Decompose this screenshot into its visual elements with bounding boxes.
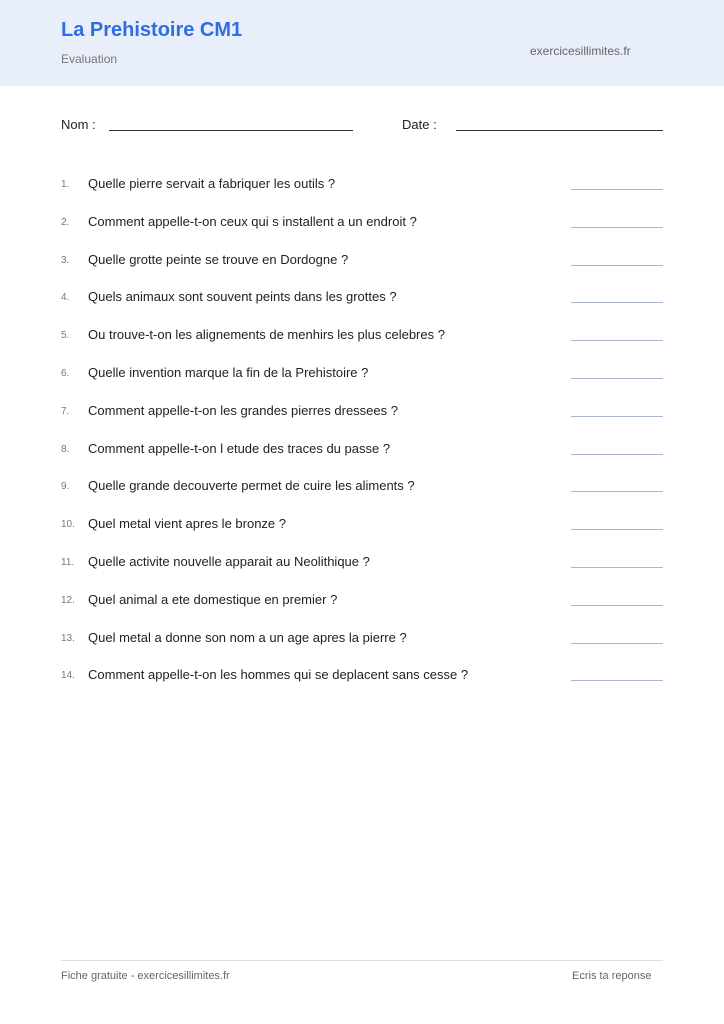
page-title: La Prehistoire CM1 — [61, 19, 243, 41]
answer-line[interactable] — [571, 680, 663, 681]
question-number: 1. — [61, 179, 70, 190]
answer-line[interactable] — [571, 491, 663, 492]
name-label: Nom : — [61, 117, 96, 132]
page-header — [0, 0, 724, 86]
question-item — [0, 478, 724, 498]
question-number: 14. — [61, 670, 75, 681]
question-item — [0, 554, 724, 574]
answer-line[interactable] — [571, 227, 663, 228]
date-label: Date : — [402, 117, 437, 132]
answer-line[interactable] — [571, 605, 663, 606]
question-text: Quel metal vient apres le bronze ? — [88, 516, 286, 531]
question-item — [0, 365, 724, 385]
question-text: Quelle pierre servait a fabriquer les outils ? — [88, 176, 336, 191]
question-number: 4. — [61, 292, 70, 303]
question-number: 6. — [61, 368, 70, 379]
question-number: 13. — [61, 633, 75, 644]
answer-line[interactable] — [571, 378, 663, 379]
question-item — [0, 441, 724, 461]
question-item — [0, 516, 724, 536]
question-item — [0, 176, 724, 196]
answer-line[interactable] — [571, 416, 663, 417]
question-number: 8. — [61, 444, 70, 455]
question-item — [0, 630, 724, 650]
question-text: Quels animaux sont souvent peints dans les grottes ? — [88, 289, 397, 304]
question-item — [0, 667, 724, 687]
question-text: Comment appelle-t-on les hommes qui se deplacent sans cesse ? — [88, 667, 469, 682]
question-item — [0, 252, 724, 272]
question-number: 7. — [61, 406, 70, 417]
answer-line[interactable] — [571, 265, 663, 266]
answer-line[interactable] — [571, 643, 663, 644]
question-text: Quel animal a ete domestique en premier ? — [88, 592, 338, 607]
answer-line[interactable] — [571, 567, 663, 568]
question-number: 12. — [61, 595, 75, 606]
question-text: Comment appelle-t-on l etude des traces du passe ? — [88, 441, 391, 456]
answer-line[interactable] — [571, 302, 663, 303]
answer-line[interactable] — [571, 340, 663, 341]
site-name: exercicesillimites.fr — [530, 44, 631, 58]
question-text: Quelle activite nouvelle apparait au Neolithique ? — [88, 554, 370, 569]
name-field-line[interactable] — [109, 130, 353, 131]
question-number: 10. — [61, 519, 75, 530]
question-text: Quelle invention marque la fin de la Prehistoire ? — [88, 365, 369, 380]
answer-line[interactable] — [571, 454, 663, 455]
question-number: 11. — [61, 557, 75, 568]
question-item — [0, 289, 724, 309]
question-item — [0, 214, 724, 234]
question-text: Comment appelle-t-on ceux qui s installent a un endroit ? — [88, 214, 417, 229]
question-text: Quelle grotte peinte se trouve en Dordogne ? — [88, 252, 349, 267]
answer-line[interactable] — [571, 189, 663, 190]
answer-line[interactable] — [571, 529, 663, 530]
question-item — [0, 327, 724, 347]
page-subtitle: Evaluation — [61, 52, 118, 66]
question-number: 3. — [61, 255, 70, 266]
question-number: 2. — [61, 217, 70, 228]
question-item — [0, 403, 724, 423]
question-text: Ou trouve-t-on les alignements de menhirs les plus celebres ? — [88, 327, 445, 342]
question-item — [0, 592, 724, 612]
footer-divider — [61, 960, 663, 961]
footer-credit: Fiche gratuite - exercicesillimites.fr — [61, 970, 230, 982]
question-number: 9. — [61, 481, 70, 492]
question-text: Quel metal a donne son nom a un age apres la pierre ? — [88, 630, 407, 645]
footer-instruction: Ecris ta reponse — [572, 970, 652, 982]
question-text: Quelle grande decouverte permet de cuire les aliments ? — [88, 478, 415, 493]
question-number: 5. — [61, 330, 70, 341]
date-field-line[interactable] — [456, 130, 663, 131]
question-text: Comment appelle-t-on les grandes pierres dressees ? — [88, 403, 398, 418]
